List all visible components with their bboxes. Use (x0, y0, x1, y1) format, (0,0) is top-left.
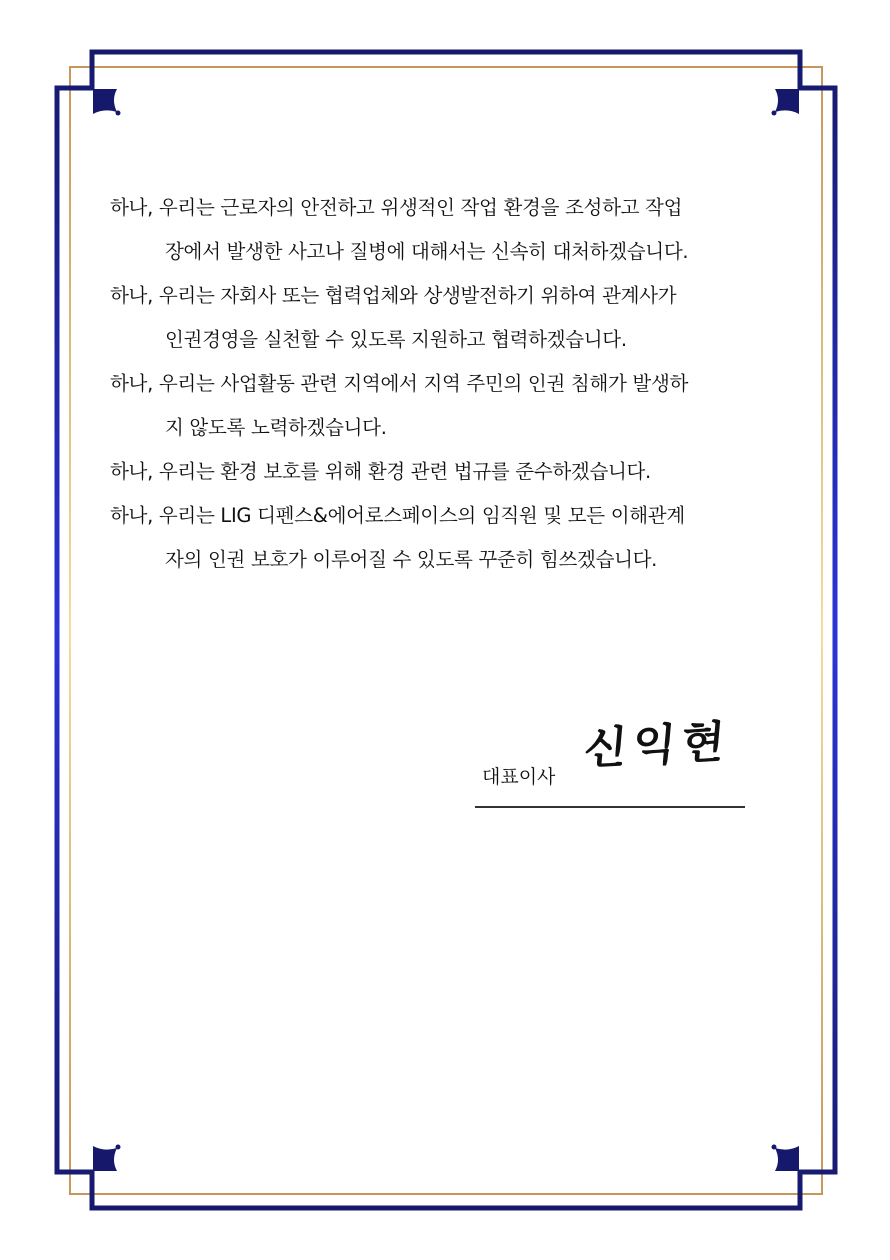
pledge-item (110, 450, 790, 494)
pledge-item (110, 494, 790, 582)
pledge-line: 하나, 우리는 사업활동 관련 지역에서 지역 주민의 인권 침해가 발생하 (110, 372, 689, 395)
corner-ornament-bottom-left (93, 1146, 117, 1171)
pledge-list (110, 186, 790, 582)
pledge-line: 하나, 우리는 자회사 또는 협력업체와 상생발전하기 위하여 관계사가 (110, 284, 677, 307)
pledge-item (110, 186, 790, 274)
pledge-line: 인권경영을 실천할 수 있도록 지원하고 협력하겠습니다. (165, 328, 627, 351)
corner-ornament-bottom-right (775, 1146, 799, 1171)
pledge-line: 하나, 우리는 환경 보호를 위해 환경 관련 법규를 준수하겠습니다. (110, 460, 651, 483)
pledge-line: 하나, 우리는 LIG 디펜스&에어로스페이스의 임직원 및 모든 이해관계 (110, 504, 685, 527)
pledge-line: 자의 인권 보호가 이루어질 수 있도록 꾸준히 힘쓰겠습니다. (165, 548, 658, 571)
corner-ornament-top-left (93, 89, 117, 114)
pledge-line: 하나, 우리는 근로자의 안전하고 위생적인 작업 환경을 조성하고 작업 (110, 196, 683, 219)
pledge-item (110, 362, 790, 450)
pledge-line: 지 않도록 노력하겠습니다. (165, 416, 387, 439)
corner-ornament-top-right (775, 89, 799, 114)
pledge-line: 장에서 발생한 사고나 질병에 대해서는 신속히 대처하겠습니다. (165, 240, 689, 263)
pledge-item (110, 274, 790, 362)
signatory-title: 대표이사 (482, 766, 556, 788)
handwritten-signature: 신익현 (581, 716, 733, 775)
signature-line (475, 806, 745, 808)
